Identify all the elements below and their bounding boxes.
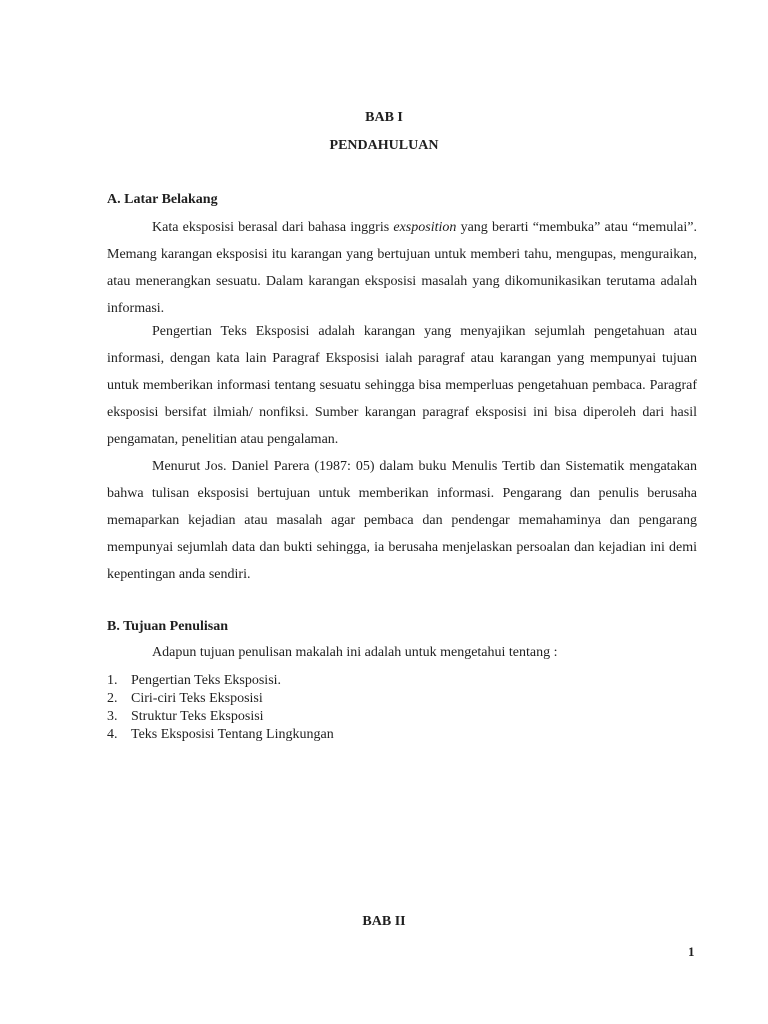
page-number: 1 — [688, 944, 695, 959]
paragraph-1-after: yang berarti “membuka” atau “memulai”. Memang karangan eksposisi itu karangan yang bertujuan untuk memberi tahu, mengupas, menguraikan, atau menerangkan sesuatu. Dalam karangan eksposisi masalah yang dikomunikasikan terutama adalah informasi. — [107, 220, 697, 316]
next-chapter-label: BAB II — [362, 914, 406, 929]
paragraph-3: Menurut Jos. Daniel Parera (1987: 05) dalam buku Menulis Tertib dan Sistematik mengatakan bahwa tulisan eksposisi bertujuan untuk memberikan informasi. Pengarang dan penulis berusaha memaparkan kejadian atau masalah agar pembaca dan pendengar memahaminya dan pengarang mempunyai sejumlah data dan bukti sehingga, ia berusaha menjelaskan persoalan dan kejadian ini demi kepentingan anda sendiri. — [107, 459, 697, 582]
list-item-text: Ciri-ciri Teks Eksposisi — [131, 691, 263, 706]
section-a-title: A. Latar Belakang — [107, 192, 218, 207]
list-item-number: 1. — [107, 673, 118, 688]
list-item-text: Pengertian Teks Eksposisi. — [131, 673, 282, 688]
section-b-intro: Adapun tujuan penulisan makalah ini adalah untuk mengetahui tentang : — [152, 645, 558, 660]
paragraph-1 — [107, 214, 697, 322]
list-item — [107, 690, 334, 708]
goals-list — [107, 672, 334, 744]
paragraph-1-emphasis: exsposition — [393, 220, 457, 235]
paragraph-2: Pengertian Teks Eksposisi adalah karangan yang menyajikan sejumlah pengetahuan atau informasi, dengan kata lain Paragraf Eksposisi ialah paragraf atau karangan yang mempunyai tujuan untuk memberikan informasi tentang sesuatu sehingga bisa memperluas pengetahuan pembaca. Paragraf eksposisi bersifat ilmiah/ nonfiksi. Sumber karangan paragraf eksposisi ini bisa diperoleh dari hasil pengamatan, penelitian atau pengalaman. — [107, 324, 697, 447]
list-item-number: 3. — [107, 709, 118, 724]
chapter-title: PENDAHULUAN — [329, 138, 439, 153]
list-item-text: Teks Eksposisi Tentang Lingkungan — [131, 727, 334, 742]
paragraph-1-before: Kata eksposisi berasal dari bahasa inggris — [152, 220, 394, 235]
list-item-text: Struktur Teks Eksposisi — [131, 709, 264, 724]
list-item-number: 2. — [107, 691, 118, 706]
list-item — [107, 672, 334, 690]
chapter-label: BAB I — [365, 110, 403, 125]
list-item — [107, 708, 334, 726]
list-item — [107, 726, 334, 744]
list-item-number: 4. — [107, 727, 118, 742]
section-b-title: B. Tujuan Penulisan — [107, 619, 229, 634]
